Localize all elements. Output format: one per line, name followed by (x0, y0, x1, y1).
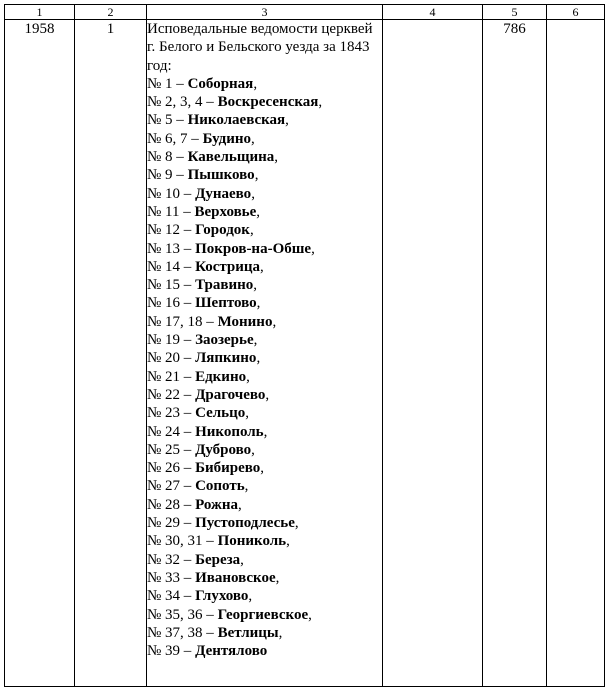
parish-number: № 14 – (147, 258, 196, 275)
parish-number: № 27 – (147, 478, 196, 495)
list-item (147, 276, 382, 294)
parish-separator: , (256, 350, 261, 367)
list-item (147, 642, 382, 660)
parish-name: Бибирево (195, 460, 261, 477)
parish-separator: , (251, 185, 255, 202)
parish-number: № 16 – (147, 295, 196, 312)
parish-separator: , (251, 441, 255, 458)
list-item (147, 368, 382, 386)
parish-name: Ветлицы (217, 624, 279, 641)
list-item (147, 423, 382, 441)
parish-separator: , (265, 386, 270, 403)
parish-separator: , (256, 203, 261, 220)
parish-separator: , (253, 277, 257, 294)
parish-separator: , (246, 368, 250, 385)
list-item (147, 404, 382, 422)
table-row (5, 20, 605, 687)
parish-number: № 24 – (147, 423, 196, 440)
parish-name: Шептово (195, 295, 257, 312)
parish-number: № 1 – (147, 75, 188, 92)
parish-separator: , (275, 569, 280, 586)
parish-number: № 25 – (147, 441, 196, 458)
parish-separator: , (256, 295, 261, 312)
column-number-2: 2 (75, 5, 147, 20)
list-item (147, 203, 382, 221)
parish-number: № 29 – (147, 515, 196, 532)
parish-separator: , (318, 94, 323, 111)
parish-separator: , (253, 75, 258, 92)
list-item (147, 240, 382, 258)
list-item (147, 386, 382, 404)
parish-separator: , (272, 313, 277, 330)
list-item (147, 294, 382, 312)
parish-separator: , (249, 222, 254, 239)
parish-separator: , (294, 515, 299, 532)
parish-name: Заозерье (195, 332, 254, 349)
parish-separator: , (238, 496, 242, 513)
parish-separator: , (308, 606, 312, 623)
list-item (147, 477, 382, 495)
parish-number: № 20 – (147, 350, 196, 367)
parish-number: № 23 – (147, 405, 196, 422)
parish-name: Драгочево (195, 386, 266, 403)
list-item (147, 349, 382, 367)
list-item (147, 606, 382, 624)
column-number-1: 1 (5, 5, 75, 20)
parish-number: № 26 – (147, 460, 196, 477)
archive-inventory-table (4, 4, 605, 687)
parish-separator: , (286, 533, 290, 550)
parish-separator: , (248, 588, 253, 605)
parish-separator: , (253, 332, 258, 349)
parish-number: № 11 – (147, 203, 195, 220)
parish-name: Береза (195, 551, 241, 568)
parish-name: Травино (195, 277, 254, 294)
column-number-row (5, 5, 605, 20)
parish-separator: , (285, 112, 289, 129)
parish-number: № 12 – (147, 222, 196, 239)
parish-number: № 33 – (147, 569, 196, 586)
parish-name: Кострица (195, 258, 261, 275)
parish-number: № 30, 31 – (147, 533, 218, 550)
parish-number: № 35, 36 – (147, 606, 218, 623)
parish-number: № 6, 7 – (147, 130, 203, 147)
parish-separator: , (263, 423, 268, 440)
parish-separator: , (244, 478, 249, 495)
description-cell (147, 20, 383, 687)
column-6-cell (547, 20, 605, 687)
parish-name: Монино (217, 313, 273, 330)
parish-number: № 8 – (147, 149, 188, 166)
parish-name: Сельцо (195, 405, 246, 422)
parish-name: Николаевская (187, 112, 286, 129)
parish-number: № 34 – (147, 588, 196, 605)
list-item (147, 587, 382, 605)
parish-separator: , (260, 460, 265, 477)
parish-name: Пониколь (217, 533, 287, 550)
parish-name: Сопоть (195, 478, 245, 495)
parish-separator: , (274, 149, 279, 166)
parish-name: Воскресенская (217, 94, 319, 111)
parish-list (147, 75, 382, 661)
list-item (147, 258, 382, 276)
list-item (147, 221, 382, 239)
list-item (147, 111, 382, 129)
parish-name: Городок (195, 222, 250, 239)
list-item (147, 185, 382, 203)
parish-name: Глухово (195, 588, 249, 605)
list-item (147, 148, 382, 166)
list-item (147, 93, 382, 111)
column-number-3: 3 (147, 5, 383, 20)
list-item (147, 551, 382, 569)
inventory-number-cell: 1 (75, 20, 147, 687)
parish-number: № 13 – (147, 240, 196, 257)
parish-name: Верховье (194, 203, 257, 220)
parish-number: № 9 – (147, 167, 188, 184)
list-item (147, 441, 382, 459)
parish-number: № 22 – (147, 386, 196, 403)
list-item (147, 569, 382, 587)
parish-name: Георгиевское (217, 606, 309, 623)
list-item (147, 75, 382, 93)
list-item (147, 331, 382, 349)
parish-number: № 21 – (147, 368, 196, 385)
list-item (147, 166, 382, 184)
column-number-5: 5 (483, 5, 547, 20)
parish-name: Рожна (195, 496, 238, 513)
column-number-4: 4 (383, 5, 483, 20)
list-item (147, 624, 382, 642)
list-item (147, 532, 382, 550)
parish-separator: , (240, 551, 244, 568)
parish-number: № 17, 18 – (147, 313, 218, 330)
fond-number-cell: 1958 (5, 20, 75, 687)
column-number-6: 6 (547, 5, 605, 20)
parish-name: Будино (202, 130, 252, 147)
parish-number: № 15 – (147, 277, 196, 294)
parish-name: Покров-на-Обше (195, 240, 312, 257)
description-intro: Исповедальные ведомости церквей г. Белого и Бельского уезда за 1843 год: (147, 21, 373, 74)
parish-number: № 37, 38 – (147, 624, 218, 641)
parish-separator: , (251, 130, 255, 147)
parish-number: № 19 – (147, 332, 196, 349)
list-item (147, 459, 382, 477)
sheet-count-cell: 786 (483, 20, 547, 687)
parish-name: Ивановское (195, 569, 276, 586)
list-item (147, 496, 382, 514)
list-item (147, 130, 382, 148)
parish-number: № 2, 3, 4 – (147, 94, 218, 111)
parish-separator: , (278, 624, 283, 641)
parish-separator: , (311, 240, 315, 257)
list-item (147, 313, 382, 331)
parish-name: Пустоподлесье (195, 515, 295, 532)
parish-name: Дунаево (195, 185, 252, 202)
parish-name: Дентялово (195, 643, 268, 660)
parish-name: Никополь (195, 423, 264, 440)
parish-number: № 32 – (147, 551, 196, 568)
parish-number: № 39 – (147, 643, 196, 660)
parish-name: Ляпкино (195, 350, 257, 367)
parish-separator: , (245, 405, 249, 422)
parish-number: № 10 – (147, 185, 196, 202)
parish-name: Соборная (187, 75, 254, 92)
parish-separator: , (254, 167, 259, 184)
column-4-cell (383, 20, 483, 687)
list-item (147, 514, 382, 532)
parish-name: Кавельщина (187, 149, 275, 166)
parish-separator: , (260, 258, 264, 275)
parish-number: № 28 – (147, 496, 196, 513)
parish-name: Едкино (195, 368, 247, 385)
parish-name: Дуброво (195, 441, 252, 458)
parish-number: № 5 – (147, 112, 188, 129)
parish-name: Пышково (187, 167, 255, 184)
